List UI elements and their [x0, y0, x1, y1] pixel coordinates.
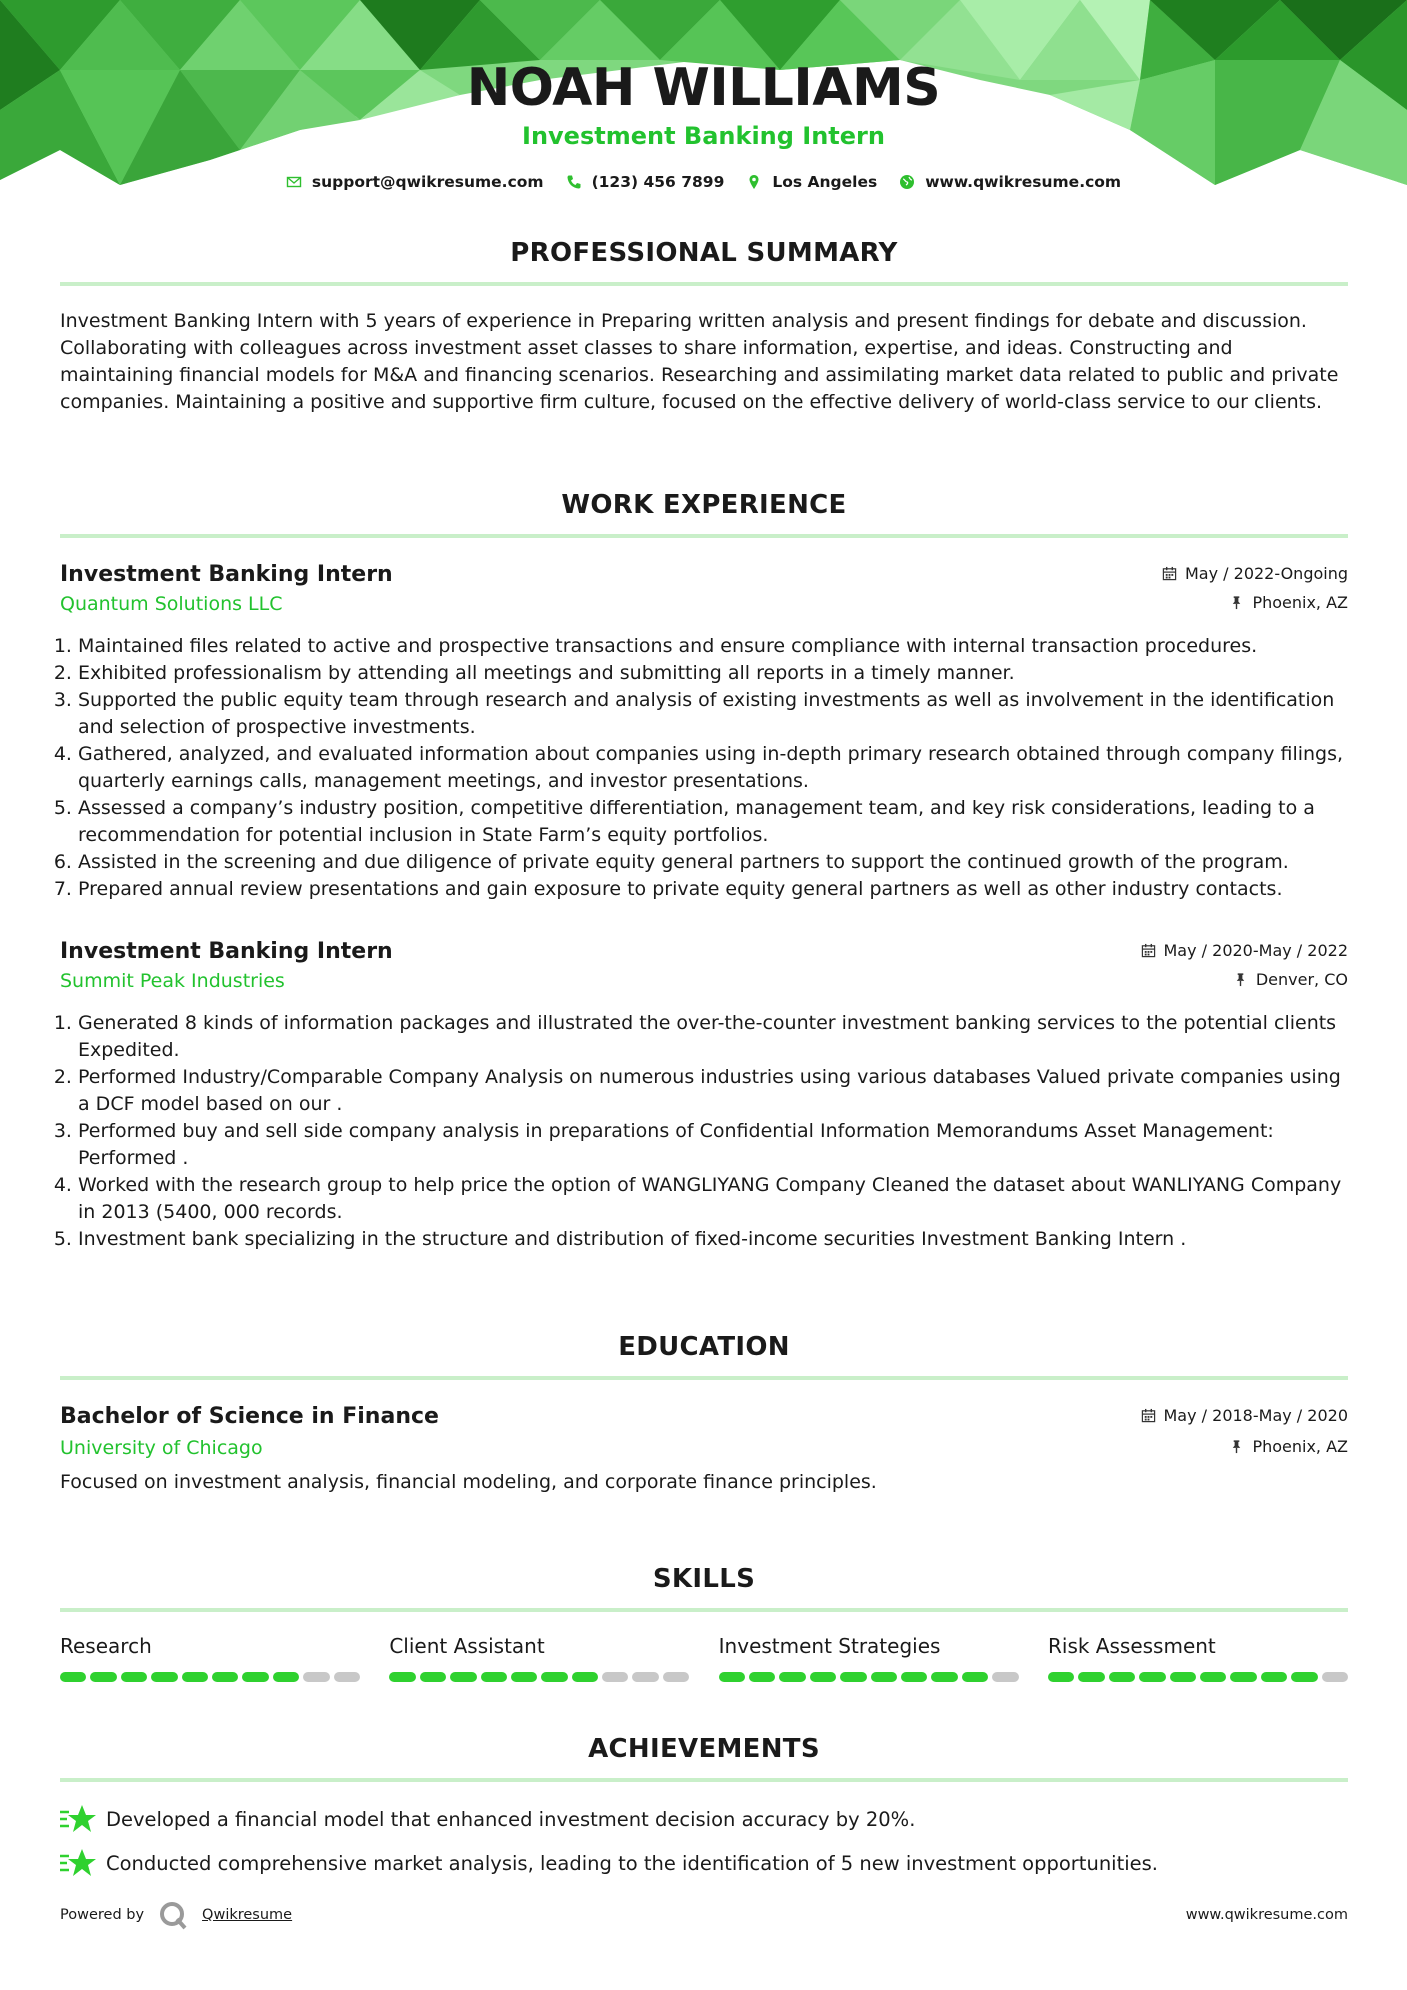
- skill-level-segment: [212, 1672, 238, 1682]
- skill-level-segment: [602, 1672, 628, 1682]
- education-divider: [60, 1376, 1348, 1380]
- skill-level-segment: [1291, 1672, 1317, 1682]
- summary-text: Investment Banking Intern with 5 years of experience in Preparing written analysis and present findings for debate and discussion. Collaborating with colleagues across investment asset classes to share information, expertise, and ideas. Constructing and maintaining financial models for M&A and financing scenarios. Researching and assimilating market data related to public and private companies. Maintaining a positive and supportive firm culture, focused on the effective delivery of world-class service to our clients.: [60, 310, 1339, 413]
- achievement-item: [60, 1802, 1348, 1836]
- powered-by-label: Powered by: [60, 1907, 145, 1923]
- list-item: 5. Investment bank specializing in the structure and distribution of fixed-income securities Investment Banking Intern .: [78, 1226, 1348, 1253]
- skill-level-segment: [60, 1672, 86, 1682]
- achievements-heading: ACHIEVEMENTS: [588, 1734, 820, 1764]
- skill-level-segment: [810, 1672, 836, 1682]
- phone-icon: [566, 174, 582, 190]
- list-item: 3. Performed buy and sell side company analysis in preparations of Confidential Information Memorandums Asset Management: Performed .: [78, 1118, 1348, 1172]
- phone-text: (123) 456 7899: [591, 173, 725, 191]
- footer-website[interactable]: www.qwikresume.com: [1185, 1907, 1348, 1923]
- skill-level-segment: [632, 1672, 658, 1682]
- list-item: 6. Assisted in the screening and due diligence of private equity general partners to support the continued growth of the program.: [78, 849, 1348, 876]
- skill-level-segment: [303, 1672, 329, 1682]
- list-item: 1. Maintained files related to active and prospective transactions and ensure compliance with internal transaction procedures.: [78, 633, 1348, 660]
- list-item: 1. Generated 8 kinds of information packages and illustrated the over-the-counter investment banking services to the potential clients Expedited.: [78, 1010, 1348, 1064]
- summary-divider: [60, 282, 1348, 286]
- skill-level-segment: [420, 1672, 446, 1682]
- skill-level-segment: [1078, 1672, 1104, 1682]
- skill-level-segment: [450, 1672, 476, 1682]
- education-section: [60, 1332, 1348, 1496]
- experience-heading: WORK EXPERIENCE: [561, 490, 847, 520]
- skills-section: [60, 1564, 1348, 1682]
- envelope-icon: [286, 174, 302, 190]
- experience-section: [60, 490, 1348, 1253]
- skill-level-segment: [1048, 1672, 1074, 1682]
- resume-header: [0, 0, 1407, 205]
- skill-level-segment: [242, 1672, 268, 1682]
- page-footer: [60, 1900, 1348, 1930]
- skill-level-segment: [749, 1672, 775, 1682]
- skill-name: Risk Assessment: [1047, 1634, 1216, 1658]
- school-name: University of Chicago: [60, 1437, 263, 1459]
- skill-item: [389, 1634, 689, 1682]
- star-icon: [60, 1802, 96, 1836]
- skill-level-bar: [60, 1672, 360, 1682]
- qwikresume-link[interactable]: Qwikresume: [202, 1907, 293, 1923]
- map-pin-icon: [746, 174, 762, 190]
- job-bullets: [60, 1010, 1348, 1253]
- job-entry: [60, 562, 1348, 903]
- skill-level-segment: [871, 1672, 897, 1682]
- skill-level-segment: [992, 1672, 1018, 1682]
- calendar-icon: [1162, 566, 1177, 581]
- skill-level-segment: [511, 1672, 537, 1682]
- job-title: Investment Banking Intern: [60, 562, 393, 587]
- skill-level-segment: [931, 1672, 957, 1682]
- achievements-section: [60, 1734, 1348, 1880]
- skill-level-segment: [121, 1672, 147, 1682]
- calendar-icon: [1141, 943, 1156, 958]
- job-location-text: Phoenix, AZ: [1252, 593, 1348, 612]
- achievement-text: Developed a financial model that enhanced investment decision accuracy by 20%.: [106, 1807, 916, 1831]
- pushpin-icon: [1229, 595, 1244, 610]
- list-item: 7. Prepared annual review presentations and gain exposure to private equity general partners as well as other industry contacts.: [78, 876, 1348, 903]
- skill-level-segment: [1322, 1672, 1348, 1682]
- skill-level-segment: [663, 1672, 689, 1682]
- skill-level-segment: [1261, 1672, 1287, 1682]
- pushpin-icon: [1229, 1439, 1244, 1454]
- skill-level-segment: [90, 1672, 116, 1682]
- education-heading: EDUCATION: [618, 1332, 790, 1362]
- skill-name: Client Assistant: [389, 1634, 545, 1658]
- summary-heading: PROFESSIONAL SUMMARY: [510, 238, 898, 268]
- company-name: Summit Peak Industries: [60, 970, 285, 992]
- job-location: [1229, 593, 1348, 612]
- summary-section: [60, 238, 1348, 416]
- education-description: Focused on investment analysis, financial modeling, and corporate finance principles.: [60, 1471, 877, 1493]
- skills-list: [60, 1634, 1348, 1682]
- skill-level-segment: [334, 1672, 360, 1682]
- job-dates-text: May / 2022-Ongoing: [1185, 564, 1348, 583]
- job-dates-text: May / 2020-May / 2022: [1163, 941, 1348, 960]
- contact-website[interactable]: [899, 173, 1121, 191]
- company-name: Quantum Solutions LLC: [60, 593, 283, 615]
- skill-level-segment: [273, 1672, 299, 1682]
- skill-level-segment: [481, 1672, 507, 1682]
- job-title: Investment Banking Intern: [60, 939, 393, 964]
- powered-by: [60, 1900, 292, 1930]
- contact-bar: [0, 173, 1407, 191]
- achievements-divider: [60, 1778, 1348, 1782]
- globe-icon: [899, 174, 915, 190]
- candidate-role: Investment Banking Intern: [522, 122, 885, 150]
- website-text: www.qwikresume.com: [925, 173, 1122, 191]
- star-icon: [60, 1846, 96, 1880]
- education-dates-text: May / 2018-May / 2020: [1163, 1406, 1348, 1425]
- contact-phone[interactable]: [566, 173, 725, 191]
- job-dates: [1141, 941, 1349, 960]
- job-location-text: Denver, CO: [1255, 970, 1348, 989]
- skill-level-segment: [1109, 1672, 1135, 1682]
- job-location: [1233, 970, 1348, 989]
- skill-item: [60, 1634, 360, 1682]
- skill-name: Investment Strategies: [718, 1634, 941, 1658]
- skill-level-bar: [719, 1672, 1019, 1682]
- skill-level-segment: [572, 1672, 598, 1682]
- list-item: 4. Worked with the research group to help price the option of WANGLIYANG Company Cleaned the dataset about WANLIYANG Company in 2013 (5400, 000 records.: [78, 1172, 1348, 1226]
- achievement-item: [60, 1846, 1348, 1880]
- contact-location: [746, 173, 877, 191]
- skill-level-segment: [151, 1672, 177, 1682]
- qwikresume-logo-icon: [158, 1900, 188, 1930]
- skill-level-segment: [840, 1672, 866, 1682]
- contact-email[interactable]: [286, 173, 544, 191]
- skill-level-segment: [901, 1672, 927, 1682]
- location-text: Los Angeles: [772, 173, 878, 191]
- skill-level-bar: [389, 1672, 689, 1682]
- list-item: 2. Performed Industry/Comparable Company Analysis on numerous industries using various databases Valued private companies using a DCF model based on our .: [78, 1064, 1348, 1118]
- calendar-icon: [1141, 1408, 1156, 1423]
- job-entry: [60, 939, 1348, 1253]
- skill-level-segment: [1139, 1672, 1165, 1682]
- skill-level-segment: [389, 1672, 415, 1682]
- list-item: 2. Exhibited professionalism by attending all meetings and submitting all reports in a timely manner.: [78, 660, 1348, 687]
- job-dates: [1162, 564, 1348, 583]
- skills-divider: [60, 1608, 1348, 1612]
- job-bullets: [60, 633, 1348, 903]
- skill-level-segment: [182, 1672, 208, 1682]
- achievement-text: Conducted comprehensive market analysis, leading to the identification of 5 new investment opportunities.: [106, 1851, 1159, 1875]
- skill-level-segment: [719, 1672, 745, 1682]
- skills-heading: SKILLS: [652, 1564, 756, 1594]
- skill-level-segment: [962, 1672, 988, 1682]
- email-text: support@qwikresume.com: [311, 173, 544, 191]
- skill-level-segment: [779, 1672, 805, 1682]
- skill-level-segment: [1170, 1672, 1196, 1682]
- education-location: [1229, 1437, 1348, 1456]
- skill-item: [1048, 1634, 1348, 1682]
- skill-level-bar: [1048, 1672, 1348, 1682]
- candidate-name: NOAH WILLIAMS: [466, 58, 941, 118]
- skill-item: [719, 1634, 1019, 1682]
- skill-level-segment: [1230, 1672, 1256, 1682]
- skill-level-segment: [1200, 1672, 1226, 1682]
- skill-name: Research: [60, 1634, 152, 1658]
- list-item: 3. Supported the public equity team through research and analysis of existing investments as well as involvement in the identification and selection of prospective investments.: [78, 687, 1348, 741]
- education-dates: [1141, 1406, 1349, 1425]
- skill-level-segment: [541, 1672, 567, 1682]
- degree-title: Bachelor of Science in Finance: [60, 1404, 439, 1429]
- experience-divider: [60, 534, 1348, 538]
- education-location-text: Phoenix, AZ: [1252, 1437, 1348, 1456]
- pushpin-icon: [1233, 972, 1248, 987]
- list-item: 4. Gathered, analyzed, and evaluated information about companies using in-depth primary research obtained through company filings, quarterly earnings calls, management meetings, and investor presentations.: [78, 741, 1348, 795]
- list-item: 5. Assessed a company’s industry position, competitive differentiation, management team, and key risk considerations, leading to a recommendation for potential inclusion in State Farm’s equity portfolios.: [78, 795, 1348, 849]
